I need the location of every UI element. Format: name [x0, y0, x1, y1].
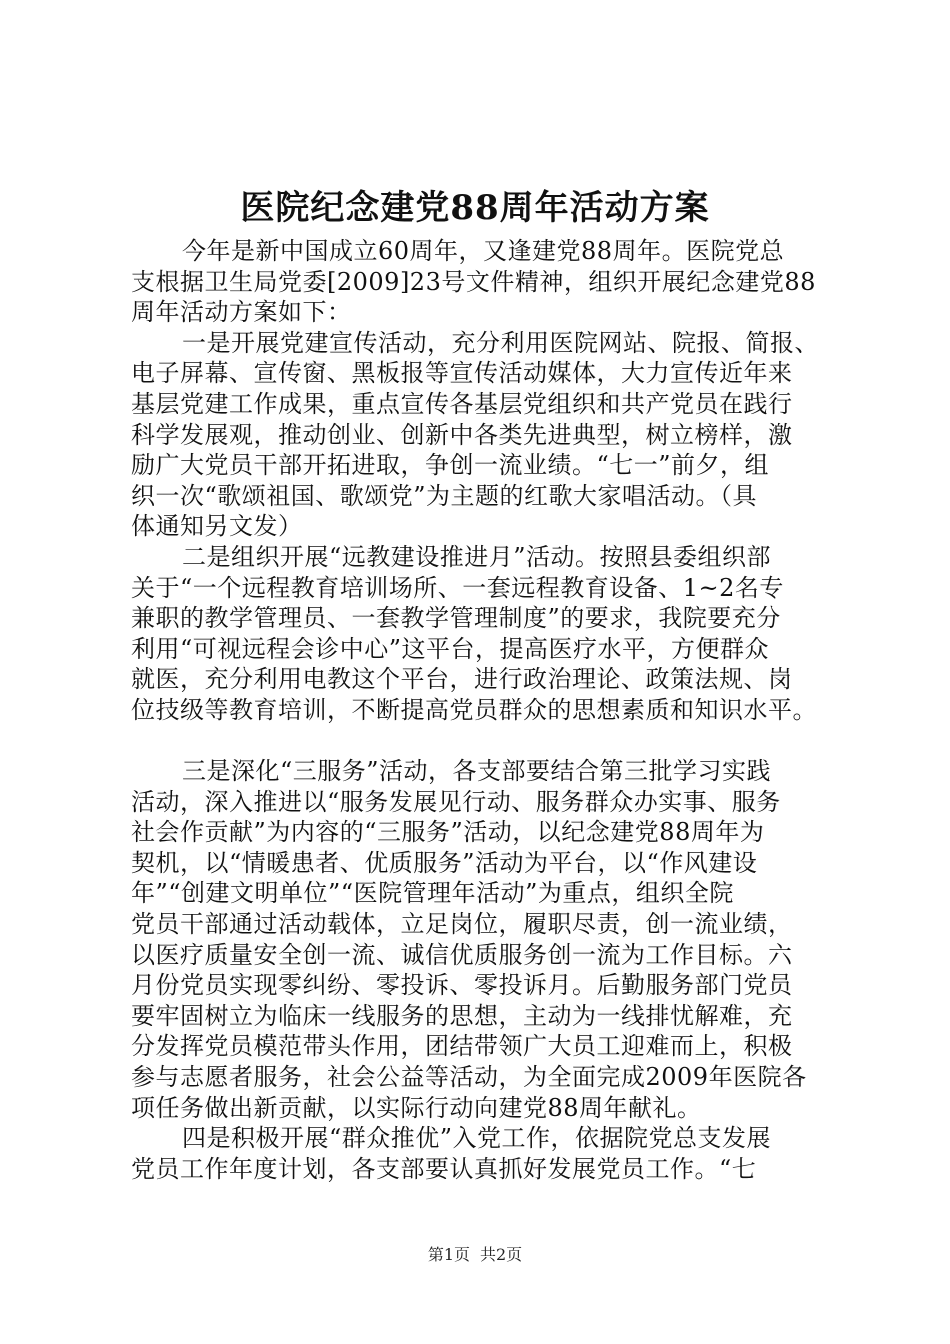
text-line: 契机，以“情暖患者、优质服务”活动为平台，以“作风建设	[131, 848, 758, 877]
text-line: 关于“一个远程教育培训场所、一套远程教育设备、1~2名专	[131, 573, 784, 602]
text-line: 织一次“歌颂祖国、歌颂党”为主题的红歌大家唱活动。（具	[131, 481, 758, 510]
text-line: 党员工作年度计划，各支部要认真抓好发展党员工作。“七	[131, 1154, 757, 1183]
text-line: 支根据卫生局党委[2009]23号文件精神，组织开展纪念建党88	[131, 267, 816, 296]
text-line: 年”“创建文明单位”“医院管理年活动”为重点，组织全院	[131, 879, 734, 908]
document-title: 医院纪念建党88周年活动方案	[240, 188, 710, 228]
text-line: 月份党员实现零纠纷、零投诉、零投诉月。后勤服务部门党员	[131, 971, 793, 1000]
document-body	[131, 236, 851, 1184]
text-line: 项任务做出新贡献，以实际行动向建党88周年献礼。	[131, 1093, 702, 1122]
page-number-total: 共2页	[480, 1245, 523, 1264]
text-line: 以医疗质量安全创一流、诚信优质服务创一流为工作目标。六	[131, 940, 793, 969]
text-line: 利用“可视远程会诊中心”这平台，提高医疗水平，方便群众	[131, 634, 770, 663]
paragraph-gap	[131, 726, 851, 757]
text-line: 活动，深入推进以“服务发展见行动、服务群众办实事、服务	[131, 787, 781, 816]
text-line: 体通知另文发）	[131, 512, 303, 541]
page-number-current: 第1页	[427, 1245, 470, 1264]
text-line: 党员干部通过活动载体，立足岗位，履职尽责，创一流业绩，	[131, 910, 793, 939]
text-line: 兼职的教学管理员、一套教学管理制度”的要求，我院要充分	[131, 604, 781, 633]
text-line: 今年是新中国成立60周年，又逢建党88周年。医院党总	[182, 237, 785, 265]
text-line: 位技级等教育培训，不断提高党员群众的思想素质和知识水平。	[131, 695, 817, 724]
text-line: 四是积极开展“群众推优”入党工作，依据院党总支发展	[182, 1124, 772, 1153]
text-line: 就医，充分利用电教这个平台，进行政治理论、政策法规、岗	[131, 665, 793, 694]
text-line: 要牢固树立为临床一线服务的思想，主动为一线排忧解难，充	[131, 1001, 793, 1030]
text-line: 周年活动方案如下：	[131, 298, 352, 327]
text-line: 一是开展党建宣传活动，充分利用医院网站、院报、简报、	[182, 328, 819, 357]
text-line: 电子屏幕、宣传窗、黑板报等宣传活动媒体，大力宣传近年来	[131, 359, 793, 388]
text-line: 科学发展观，推动创业、创新中各类先进典型，树立榜样，激	[131, 420, 793, 449]
text-line: 励广大党员干部开拓进取，争创一流业绩。“七一”前夕，组	[131, 451, 770, 480]
text-line: 分发挥党员模范带头作用，团结带领广大员工迎难而上，积极	[131, 1032, 793, 1061]
text-line: 基层党建工作成果，重点宣传各基层党组织和共产党员在践行	[131, 389, 793, 418]
page-footer	[0, 1244, 950, 1266]
text-line: 社会作贡献”为内容的“三服务”活动，以纪念建党88周年为	[131, 818, 765, 847]
text-line: 参与志愿者服务，社会公益等活动，为全面完成2009年医院各	[131, 1063, 807, 1092]
text-line: 三是深化“三服务”活动，各支部要结合第三批学习实践	[182, 757, 772, 786]
text-line: 二是组织开展“远教建设推进月”活动。按照县委组织部	[182, 542, 772, 571]
